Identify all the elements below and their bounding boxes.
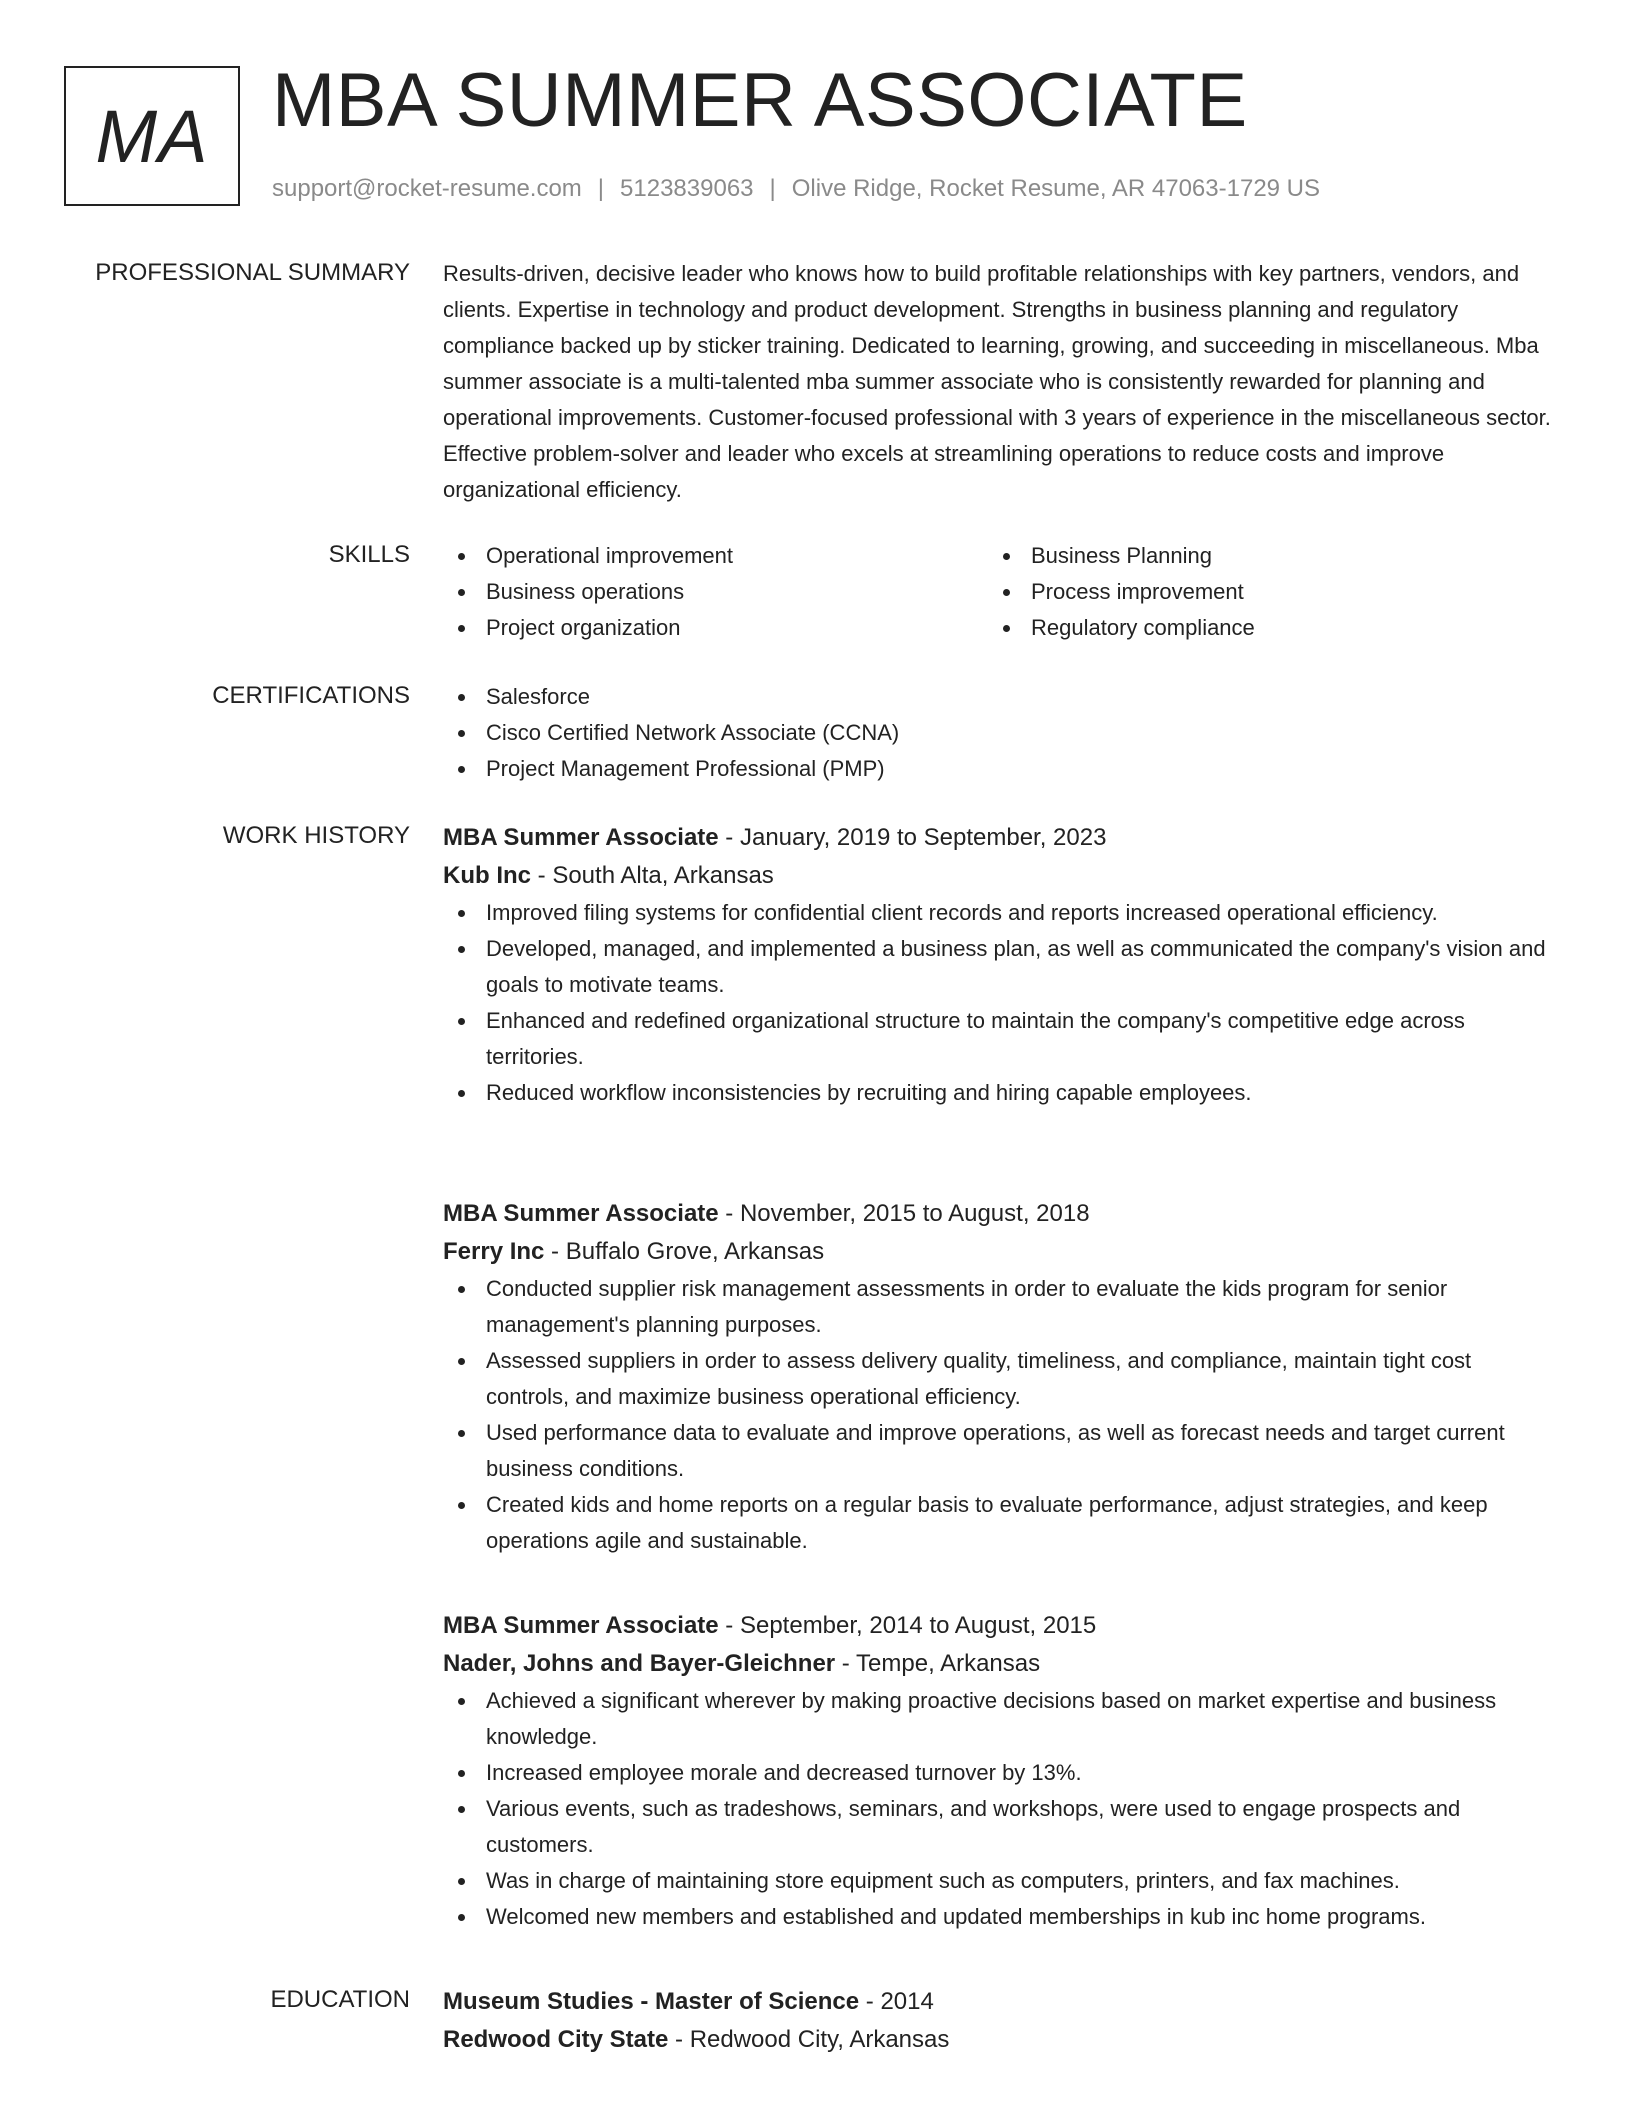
job-entry xyxy=(443,819,1553,1111)
list-item: Business operations xyxy=(443,574,988,610)
job-bullets xyxy=(443,1683,1553,1935)
contact-separator: | xyxy=(597,175,605,202)
contact-separator: | xyxy=(769,175,776,202)
job-title: MBA Summer Associate xyxy=(443,1612,719,1639)
list-item: Increased employee morale and decreased turnover by 13%. xyxy=(443,1755,1553,1791)
monogram-initials: MA xyxy=(95,94,209,178)
job-title: MBA Summer Associate xyxy=(443,824,719,851)
list-item: Regulatory compliance xyxy=(988,610,1533,646)
skills-list-left xyxy=(443,538,988,646)
job-company-line xyxy=(443,857,1553,895)
list-item: Developed, managed, and implemented a business plan, as well as communicated the company's vision and goals to motivate teams. xyxy=(443,931,1553,1003)
job-entry xyxy=(443,1195,1553,1559)
list-item: Project organization xyxy=(443,610,988,646)
list-item: Was in charge of maintaining store equipment such as computers, printers, and fax machines. xyxy=(443,1863,1553,1899)
education-year: - 2014 xyxy=(859,1988,934,2015)
list-item: Improved filing systems for confidential client records and reports increased operational efficiency. xyxy=(443,895,1553,931)
skills-list-right xyxy=(988,538,1533,646)
list-item: Operational improvement xyxy=(443,538,988,574)
job-company: Nader, Johns and Bayer-Gleichner xyxy=(443,1650,836,1677)
list-item: Enhanced and redefined organizational structure to maintain the company's competitive edge across territories. xyxy=(443,1003,1553,1075)
section-label-certifications: CERTIFICATIONS xyxy=(212,682,410,709)
job-company-line xyxy=(443,1645,1553,1683)
education-degree-line xyxy=(443,1983,1553,2021)
summary-body xyxy=(443,256,1553,508)
list-item: Conducted supplier risk management assessments in order to evaluate the kids program for senior management's planning purposes. xyxy=(443,1271,1553,1343)
list-item: Used performance data to evaluate and improve operations, as well as forecast needs and target current business conditions. xyxy=(443,1415,1553,1487)
contact-address: Olive Ridge, Rocket Resume, AR 47063-1729 US xyxy=(791,175,1321,202)
skills-body xyxy=(443,538,1553,646)
section-label-skills: SKILLS xyxy=(328,541,410,568)
job-bullets xyxy=(443,895,1553,1111)
education-school-line xyxy=(443,2021,1553,2059)
job-location: - Tempe, Arkansas xyxy=(835,1650,1041,1677)
section-label-work-history: WORK HISTORY xyxy=(222,822,410,849)
job-entry xyxy=(443,1607,1553,1935)
education-school: Redwood City State xyxy=(443,2026,669,2053)
list-item: Welcomed new members and established and updated memberships in kub inc home programs. xyxy=(443,1899,1553,1935)
list-item: Salesforce xyxy=(443,679,1553,715)
job-title: MBA Summer Associate xyxy=(443,1200,719,1227)
job-dates: - November, 2015 to August, 2018 xyxy=(718,1200,1090,1227)
job-title-line xyxy=(443,819,1553,857)
job-dates: - January, 2019 to September, 2023 xyxy=(718,824,1107,851)
job-bullets xyxy=(443,1271,1553,1559)
job-company: Kub Inc xyxy=(443,862,531,889)
job-location: - South Alta, Arkansas xyxy=(531,862,774,889)
monogram-box xyxy=(64,66,240,206)
job-dates: - September, 2014 to August, 2015 xyxy=(718,1612,1097,1639)
certifications-list xyxy=(443,679,1553,787)
job-company-line xyxy=(443,1233,1553,1271)
job-title-line xyxy=(443,1607,1553,1645)
job-title-line xyxy=(443,1195,1553,1233)
contact-phone[interactable]: 5123839063 xyxy=(620,175,754,202)
summary-text: Results-driven, decisive leader who knows how to build profitable relationships with key partners, vendors, and clients. Expertise in technology and product development. Strengths in business planning and regulatory compliance backed up by sticker training. Dedicated to learning, growing, and succeeding in miscellaneous. Mba summer associate is a multi-talented mba summer associate who is consistently rewarded for planning and operational improvements. Customer-focused professional with 3 years of experience in the miscellaneous sector. Effective problem-solver and leader who excels at streamlining operations to reduce costs and improve organizational efficiency. xyxy=(443,261,1551,502)
education-location: - Redwood City, Arkansas xyxy=(668,2026,950,2053)
contact-email[interactable]: support@rocket-resume.com xyxy=(272,175,582,202)
list-item: Process improvement xyxy=(988,574,1533,610)
contact-line xyxy=(272,172,1320,206)
list-item: Achieved a significant wherever by making proactive decisions based on market expertise and business knowledge. xyxy=(443,1683,1553,1755)
education-degree: Museum Studies - Master of Science xyxy=(443,1988,860,2015)
certifications-body xyxy=(443,679,1553,787)
education-body xyxy=(443,1983,1553,2059)
list-item: Cisco Certified Network Associate (CCNA) xyxy=(443,715,1553,751)
list-item: Reduced workflow inconsistencies by recruiting and hiring capable employees. xyxy=(443,1075,1553,1111)
candidate-name: MBA SUMMER ASSOCIATE xyxy=(272,58,1248,143)
list-item: Created kids and home reports on a regular basis to evaluate performance, adjust strategies, and keep operations agile and sustainable. xyxy=(443,1487,1553,1559)
section-label-education: EDUCATION xyxy=(270,1986,410,2013)
list-item: Business Planning xyxy=(988,538,1533,574)
list-item: Assessed suppliers in order to assess delivery quality, timeliness, and compliance, maintain tight cost controls, and maximize business operational efficiency. xyxy=(443,1343,1553,1415)
job-company: Ferry Inc xyxy=(443,1238,545,1265)
list-item: Project Management Professional (PMP) xyxy=(443,751,1553,787)
job-location: - Buffalo Grove, Arkansas xyxy=(544,1238,825,1265)
list-item: Various events, such as tradeshows, seminars, and workshops, were used to engage prospects and customers. xyxy=(443,1791,1553,1863)
section-label-summary: PROFESSIONAL SUMMARY xyxy=(95,259,410,286)
